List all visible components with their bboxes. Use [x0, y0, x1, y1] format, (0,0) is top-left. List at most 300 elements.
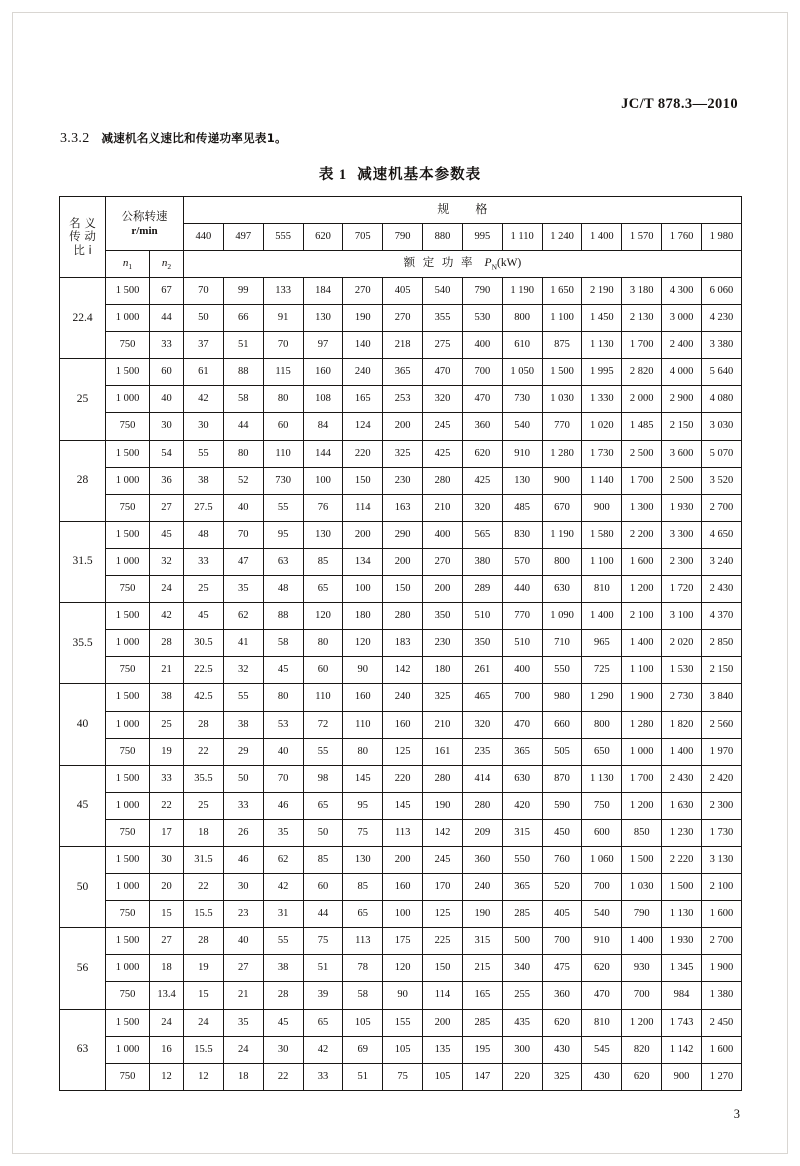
- n2-cell: 36: [150, 467, 184, 494]
- power-cell: 38: [263, 955, 303, 982]
- power-cell: 4 080: [701, 386, 741, 413]
- power-cell: 350: [462, 630, 502, 657]
- power-cell: 270: [423, 548, 463, 575]
- power-cell: 450: [542, 819, 582, 846]
- ratio-cell: 22.4: [60, 278, 106, 359]
- header-n2-subscript: 2: [167, 261, 172, 271]
- power-cell: 965: [582, 630, 622, 657]
- power-cell: 25: [184, 576, 224, 603]
- power-cell: 58: [263, 630, 303, 657]
- power-cell: 405: [383, 278, 423, 305]
- power-cell: 2 400: [662, 332, 702, 359]
- power-cell: 3 100: [662, 603, 702, 630]
- power-cell: 147: [462, 1063, 502, 1090]
- power-cell: 1 500: [542, 359, 582, 386]
- power-cell: 200: [383, 413, 423, 440]
- power-cell: 28: [184, 928, 224, 955]
- header-nominal-ratio: [60, 197, 106, 278]
- power-cell: 3 130: [701, 846, 741, 873]
- n1-cell: 1 500: [106, 684, 150, 711]
- power-cell: 1 090: [542, 603, 582, 630]
- power-cell: 97: [303, 332, 343, 359]
- power-cell: 465: [462, 684, 502, 711]
- n2-cell: 19: [150, 738, 184, 765]
- power-cell: 30: [263, 1036, 303, 1063]
- power-cell: 2 200: [622, 521, 662, 548]
- header-power-unit: (kW): [497, 257, 522, 270]
- header-row-power: [60, 251, 742, 278]
- power-cell: 1 100: [542, 305, 582, 332]
- power-cell: 1 700: [622, 765, 662, 792]
- power-cell: 84: [303, 413, 343, 440]
- power-cell: 100: [383, 901, 423, 928]
- power-cell: 113: [343, 928, 383, 955]
- power-cell: 22: [184, 874, 224, 901]
- power-cell: 760: [542, 846, 582, 873]
- power-cell: 900: [542, 467, 582, 494]
- power-cell: 35: [223, 1009, 263, 1036]
- n1-cell: 1 000: [106, 386, 150, 413]
- power-cell: 600: [582, 819, 622, 846]
- power-cell: 1 700: [622, 467, 662, 494]
- table-row: [60, 1036, 742, 1063]
- power-cell: 210: [423, 711, 463, 738]
- table-row: [60, 467, 742, 494]
- power-cell: 2 000: [622, 386, 662, 413]
- power-cell: 42: [184, 386, 224, 413]
- spec-column-1110: 1 110: [502, 224, 542, 251]
- n2-cell: 44: [150, 305, 184, 332]
- power-cell: 3 300: [662, 521, 702, 548]
- n2-cell: 12: [150, 1063, 184, 1090]
- power-cell: 320: [462, 494, 502, 521]
- power-cell: 253: [383, 386, 423, 413]
- clause-3-3-2: [60, 130, 287, 147]
- power-cell: 900: [662, 1063, 702, 1090]
- power-cell: 2 850: [701, 630, 741, 657]
- table-row: [60, 278, 742, 305]
- power-cell: 1 142: [662, 1036, 702, 1063]
- power-cell: 133: [263, 278, 303, 305]
- header-power-symbol: [484, 257, 497, 272]
- power-cell: 80: [303, 630, 343, 657]
- power-cell: 2 130: [622, 305, 662, 332]
- power-cell: 280: [423, 467, 463, 494]
- n2-cell: 17: [150, 819, 184, 846]
- power-cell: 55: [223, 684, 263, 711]
- table-row: [60, 982, 742, 1009]
- power-cell: 1 720: [662, 576, 702, 603]
- power-cell: 730: [502, 386, 542, 413]
- power-cell: 46: [223, 846, 263, 873]
- power-cell: 285: [502, 901, 542, 928]
- power-cell: 245: [423, 846, 463, 873]
- table-row: [60, 494, 742, 521]
- power-cell: 414: [462, 765, 502, 792]
- power-cell: 380: [462, 548, 502, 575]
- power-cell: 15: [184, 982, 224, 1009]
- power-cell: 3 840: [701, 684, 741, 711]
- power-cell: 2 700: [701, 494, 741, 521]
- power-cell: 124: [343, 413, 383, 440]
- power-cell: 365: [502, 874, 542, 901]
- power-cell: 2 300: [662, 548, 702, 575]
- table-row: [60, 765, 742, 792]
- power-cell: 53: [263, 711, 303, 738]
- n2-cell: 40: [150, 386, 184, 413]
- power-cell: 114: [343, 494, 383, 521]
- power-cell: 42: [303, 1036, 343, 1063]
- power-cell: 700: [502, 684, 542, 711]
- power-cell: 650: [582, 738, 622, 765]
- power-cell: 1 600: [622, 548, 662, 575]
- power-cell: 50: [184, 305, 224, 332]
- power-cell: 1 485: [622, 413, 662, 440]
- table-row: [60, 440, 742, 467]
- power-cell: 80: [263, 684, 303, 711]
- power-cell: 45: [263, 1009, 303, 1036]
- power-cell: 105: [383, 1036, 423, 1063]
- power-cell: 700: [622, 982, 662, 1009]
- n2-cell: 67: [150, 278, 184, 305]
- table-row: [60, 684, 742, 711]
- power-cell: 620: [582, 955, 622, 982]
- power-cell: 50: [223, 765, 263, 792]
- power-cell: 31.5: [184, 846, 224, 873]
- n2-cell: 13.4: [150, 982, 184, 1009]
- table-row: [60, 874, 742, 901]
- power-cell: 65: [303, 576, 343, 603]
- power-cell: 1 900: [701, 955, 741, 982]
- power-cell: 2 430: [662, 765, 702, 792]
- power-cell: 19: [184, 955, 224, 982]
- power-cell: 980: [542, 684, 582, 711]
- spec-column-880: 880: [423, 224, 463, 251]
- n2-cell: 42: [150, 603, 184, 630]
- power-cell: 425: [423, 440, 463, 467]
- power-cell: 540: [582, 901, 622, 928]
- power-cell: 1 500: [622, 846, 662, 873]
- power-cell: 145: [343, 765, 383, 792]
- header-power-symbol-p: P: [484, 257, 492, 270]
- header-ratio-line-2: 传 动: [69, 229, 96, 244]
- power-cell: 90: [343, 657, 383, 684]
- power-cell: 110: [303, 684, 343, 711]
- power-cell: 23: [223, 901, 263, 928]
- power-cell: 360: [462, 413, 502, 440]
- power-cell: 22: [263, 1063, 303, 1090]
- power-cell: 1 970: [701, 738, 741, 765]
- power-cell: 725: [582, 657, 622, 684]
- power-cell: 190: [343, 305, 383, 332]
- n2-cell: 24: [150, 1009, 184, 1036]
- table-caption-label: 表 1: [318, 167, 348, 183]
- spec-column-1240: 1 240: [542, 224, 582, 251]
- power-cell: 220: [502, 1063, 542, 1090]
- power-cell: 240: [343, 359, 383, 386]
- power-cell: 1 280: [542, 440, 582, 467]
- power-cell: 72: [303, 711, 343, 738]
- table-caption: [0, 163, 800, 184]
- power-cell: 120: [343, 630, 383, 657]
- n1-cell: 1 000: [106, 467, 150, 494]
- power-cell: 984: [662, 982, 702, 1009]
- header-n1-subscript: 1: [128, 261, 133, 271]
- power-cell: 435: [502, 1009, 542, 1036]
- power-cell: 130: [303, 305, 343, 332]
- table-row: [60, 630, 742, 657]
- power-cell: 38: [223, 711, 263, 738]
- ratio-cell: 56: [60, 928, 106, 1009]
- power-cell: 440: [502, 576, 542, 603]
- power-cell: 80: [223, 440, 263, 467]
- power-cell: 1 140: [582, 467, 622, 494]
- power-cell: 95: [343, 792, 383, 819]
- n2-cell: 32: [150, 548, 184, 575]
- power-cell: 1 030: [622, 874, 662, 901]
- power-cell: 60: [263, 413, 303, 440]
- power-cell: 65: [303, 1009, 343, 1036]
- power-cell: 620: [622, 1063, 662, 1090]
- power-cell: 730: [263, 467, 303, 494]
- power-cell: 230: [423, 630, 463, 657]
- power-cell: 1 820: [662, 711, 702, 738]
- power-cell: 290: [383, 521, 423, 548]
- power-cell: 28: [263, 982, 303, 1009]
- power-cell: 280: [423, 765, 463, 792]
- power-cell: 1 100: [582, 548, 622, 575]
- power-cell: 125: [383, 738, 423, 765]
- power-cell: 2 190: [582, 278, 622, 305]
- power-cell: 810: [582, 1009, 622, 1036]
- power-cell: 29: [223, 738, 263, 765]
- power-cell: 190: [462, 901, 502, 928]
- n2-cell: 21: [150, 657, 184, 684]
- n2-cell: 33: [150, 332, 184, 359]
- n1-cell: 1 500: [106, 440, 150, 467]
- power-cell: 85: [343, 874, 383, 901]
- power-cell: 4 370: [701, 603, 741, 630]
- power-cell: 1 000: [622, 738, 662, 765]
- table-row: [60, 792, 742, 819]
- power-cell: 165: [462, 982, 502, 1009]
- n1-cell: 750: [106, 1063, 150, 1090]
- power-cell: 235: [462, 738, 502, 765]
- n1-cell: 750: [106, 982, 150, 1009]
- spec-column-1570: 1 570: [622, 224, 662, 251]
- n1-cell: 1 500: [106, 928, 150, 955]
- power-cell: 1 100: [622, 657, 662, 684]
- power-cell: 130: [303, 521, 343, 548]
- power-cell: 470: [582, 982, 622, 1009]
- header-n1-symbol: n: [122, 256, 129, 269]
- power-cell: 900: [582, 494, 622, 521]
- power-cell: 2 100: [701, 874, 741, 901]
- power-cell: 184: [303, 278, 343, 305]
- n1-cell: 750: [106, 657, 150, 684]
- power-cell: 69: [343, 1036, 383, 1063]
- power-cell: 365: [502, 738, 542, 765]
- power-cell: 80: [343, 738, 383, 765]
- n2-cell: 22: [150, 792, 184, 819]
- power-cell: 325: [542, 1063, 582, 1090]
- n1-cell: 1 500: [106, 359, 150, 386]
- power-cell: 195: [462, 1036, 502, 1063]
- power-cell: 18: [223, 1063, 263, 1090]
- table-row: [60, 901, 742, 928]
- power-cell: 62: [223, 603, 263, 630]
- power-cell: 1 130: [582, 765, 622, 792]
- power-cell: 55: [303, 738, 343, 765]
- power-cell: 145: [383, 792, 423, 819]
- power-cell: 22: [184, 738, 224, 765]
- n2-cell: 27: [150, 928, 184, 955]
- header-rated-power: [184, 251, 742, 278]
- power-cell: 33: [303, 1063, 343, 1090]
- power-cell: 1 500: [662, 874, 702, 901]
- power-cell: 38: [184, 467, 224, 494]
- power-cell: 85: [303, 548, 343, 575]
- power-cell: 1 600: [701, 1036, 741, 1063]
- spec-column-1760: 1 760: [662, 224, 702, 251]
- power-cell: 275: [423, 332, 463, 359]
- power-cell: 58: [343, 982, 383, 1009]
- power-cell: 1 400: [582, 603, 622, 630]
- power-cell: 4 300: [662, 278, 702, 305]
- power-cell: 66: [223, 305, 263, 332]
- power-cell: 75: [303, 928, 343, 955]
- header-power-label: 额 定 功 率: [403, 255, 475, 270]
- power-cell: 180: [423, 657, 463, 684]
- power-cell: 4 000: [662, 359, 702, 386]
- table-row: [60, 955, 742, 982]
- power-cell: 5 640: [701, 359, 741, 386]
- spec-column-620: 620: [303, 224, 343, 251]
- n1-cell: 1 500: [106, 1009, 150, 1036]
- power-cell: 24: [184, 1009, 224, 1036]
- table-row: [60, 413, 742, 440]
- power-cell: 160: [343, 684, 383, 711]
- spec-column-705: 705: [343, 224, 383, 251]
- power-cell: 144: [303, 440, 343, 467]
- power-cell: 76: [303, 494, 343, 521]
- power-cell: 46: [263, 792, 303, 819]
- power-cell: 540: [502, 413, 542, 440]
- power-cell: 2 100: [622, 603, 662, 630]
- power-cell: 1 650: [542, 278, 582, 305]
- header-nominal-speed: [106, 197, 184, 251]
- ratio-cell: 45: [60, 765, 106, 846]
- power-cell: 1 400: [622, 630, 662, 657]
- power-cell: 183: [383, 630, 423, 657]
- n2-cell: 15: [150, 901, 184, 928]
- ratio-cell: 40: [60, 684, 106, 765]
- n1-cell: 1 500: [106, 603, 150, 630]
- power-cell: 108: [303, 386, 343, 413]
- power-cell: 355: [423, 305, 463, 332]
- power-cell: 400: [423, 521, 463, 548]
- power-cell: 1 630: [662, 792, 702, 819]
- power-cell: 135: [423, 1036, 463, 1063]
- power-cell: 280: [462, 792, 502, 819]
- power-cell: 125: [423, 901, 463, 928]
- power-cell: 200: [343, 521, 383, 548]
- n2-cell: 27: [150, 494, 184, 521]
- power-cell: 530: [462, 305, 502, 332]
- n1-cell: 1 500: [106, 846, 150, 873]
- power-cell: 75: [343, 819, 383, 846]
- power-cell: 60: [303, 874, 343, 901]
- power-cell: 1 900: [622, 684, 662, 711]
- power-cell: 315: [462, 928, 502, 955]
- power-cell: 161: [423, 738, 463, 765]
- n1-cell: 1 500: [106, 278, 150, 305]
- power-cell: 63: [263, 548, 303, 575]
- power-cell: 1 400: [662, 738, 702, 765]
- power-cell: 620: [542, 1009, 582, 1036]
- n2-cell: 45: [150, 521, 184, 548]
- table-row: [60, 332, 742, 359]
- power-cell: 130: [502, 467, 542, 494]
- power-cell: 750: [582, 792, 622, 819]
- power-cell: 3 180: [622, 278, 662, 305]
- power-cell: 800: [542, 548, 582, 575]
- table-row: [60, 738, 742, 765]
- power-cell: 31: [263, 901, 303, 928]
- power-cell: 565: [462, 521, 502, 548]
- power-cell: 45: [184, 603, 224, 630]
- power-cell: 78: [343, 955, 383, 982]
- power-cell: 1 200: [622, 576, 662, 603]
- power-cell: 1 020: [582, 413, 622, 440]
- power-cell: 70: [223, 521, 263, 548]
- power-cell: 40: [263, 738, 303, 765]
- power-cell: 30: [223, 874, 263, 901]
- power-cell: 4 230: [701, 305, 741, 332]
- power-cell: 590: [542, 792, 582, 819]
- power-cell: 270: [383, 305, 423, 332]
- power-cell: 2 450: [701, 1009, 741, 1036]
- power-cell: 550: [502, 846, 542, 873]
- power-cell: 22.5: [184, 657, 224, 684]
- power-cell: 42.5: [184, 684, 224, 711]
- power-cell: 165: [343, 386, 383, 413]
- table-row: [60, 305, 742, 332]
- power-cell: 1 200: [622, 1009, 662, 1036]
- n2-cell: 33: [150, 765, 184, 792]
- power-cell: 550: [542, 657, 582, 684]
- power-cell: 1 995: [582, 359, 622, 386]
- power-cell: 340: [502, 955, 542, 982]
- power-cell: 115: [263, 359, 303, 386]
- n1-cell: 750: [106, 576, 150, 603]
- power-cell: 400: [502, 657, 542, 684]
- power-cell: 470: [462, 386, 502, 413]
- table-row: [60, 548, 742, 575]
- power-cell: 2 150: [701, 657, 741, 684]
- power-cell: 52: [223, 467, 263, 494]
- power-cell: 142: [383, 657, 423, 684]
- power-cell: 1 380: [701, 982, 741, 1009]
- power-cell: 150: [383, 576, 423, 603]
- header-speed-unit: r/min: [131, 224, 158, 237]
- n2-cell: 25: [150, 711, 184, 738]
- power-cell: 140: [343, 332, 383, 359]
- power-cell: 810: [582, 576, 622, 603]
- power-cell: 660: [542, 711, 582, 738]
- n1-cell: 1 000: [106, 548, 150, 575]
- header-n1: [106, 251, 150, 278]
